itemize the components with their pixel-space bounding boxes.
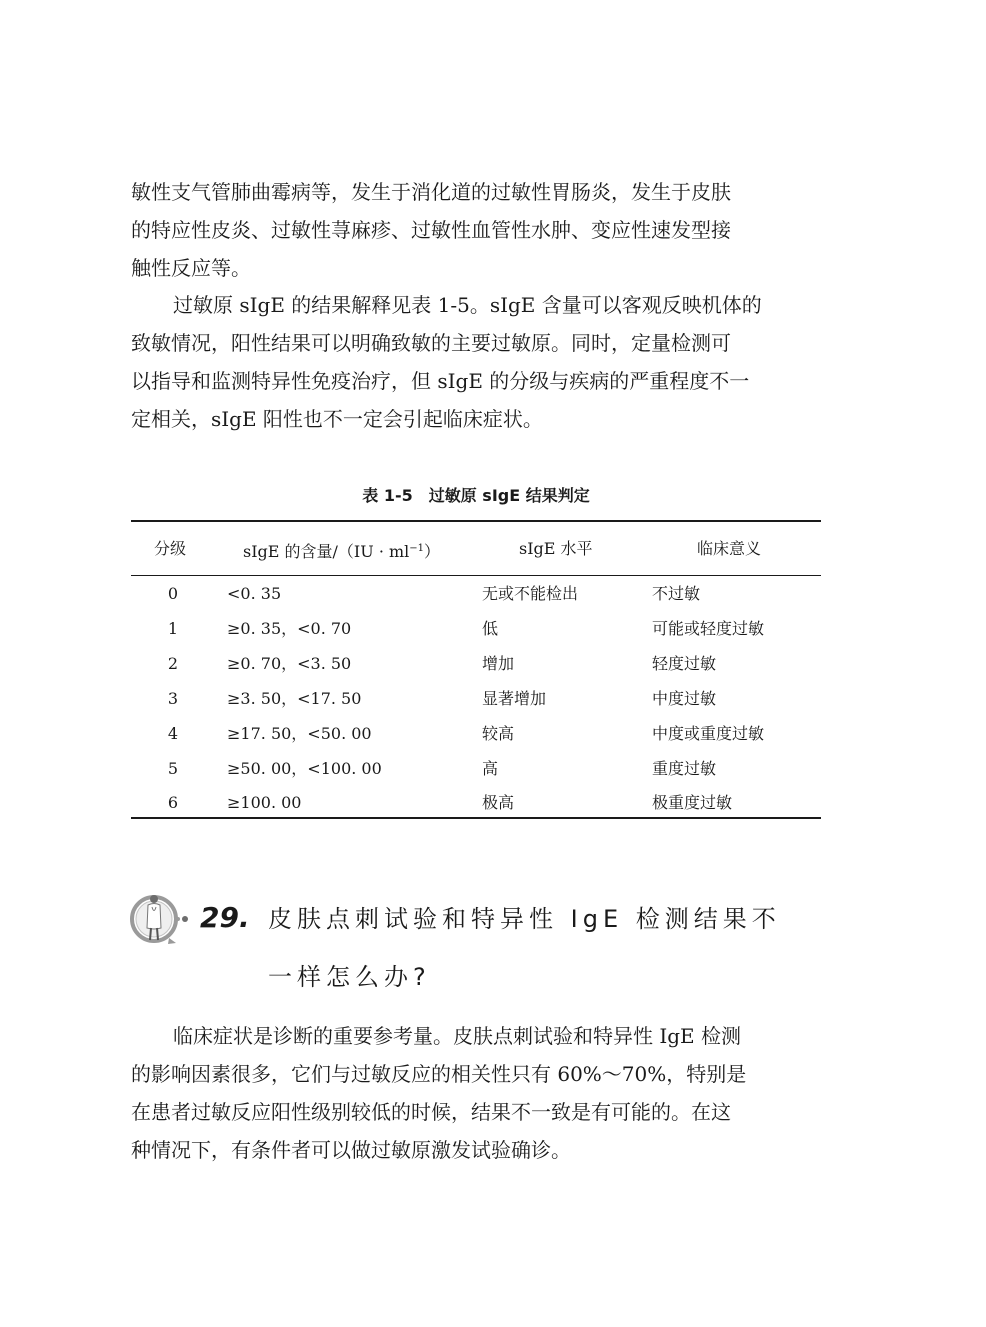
cell-content: <0. 35	[227, 584, 282, 603]
doctor-badge-icon	[129, 888, 191, 948]
header-meaning: 临床意义	[697, 539, 762, 558]
cell-content: ≥50. 00，<100. 00	[227, 759, 382, 778]
text-line: 以指导和监测特异性免疫治疗，但 sIgE 的分级与疾病的严重程度不一	[131, 369, 750, 393]
cell-content: ≥0. 70，<3. 50	[227, 654, 352, 673]
cell-grade: 0	[167, 584, 179, 603]
cell-level: 高	[482, 759, 499, 778]
table-caption: 表 1-5 过敏原 sIgE 结果判定	[362, 486, 590, 505]
paragraph-sige-interpretation	[131, 286, 821, 438]
header-content-label: sIgE 的含量/（IU · ml	[243, 542, 410, 561]
cell-level: 无或不能检出	[482, 584, 579, 603]
cell-level: 显著增加	[482, 689, 547, 708]
text-line: 敏性支气管肺曲霉病等，发生于消化道的过敏性胃肠炎，发生于皮肤	[131, 180, 731, 204]
cell-content: ≥0. 35，<0. 70	[227, 619, 352, 638]
section-title-line2: 一样怎么办?	[268, 963, 431, 991]
table-header-rule	[131, 575, 821, 576]
paragraph-answer	[131, 1017, 821, 1169]
text-line: 的影响因素很多，它们与过敏反应的相关性只有 60%～70%，特别是	[131, 1062, 747, 1086]
cell-content: ≥17. 50，<50. 00	[227, 724, 372, 743]
cell-meaning: 极重度过敏	[652, 793, 733, 812]
cell-content: ≥3. 50，<17. 50	[227, 689, 362, 708]
header-content	[243, 539, 440, 562]
cell-grade: 2	[167, 654, 179, 673]
cell-level: 增加	[482, 654, 515, 673]
text-line: 种情况下，有条件者可以做过敏原激发试验确诊。	[131, 1138, 571, 1162]
cell-grade: 4	[167, 724, 179, 743]
text-line: 过敏原 sIgE 的结果解释见表 1-5。sIgE 含量可以客观反映机体的	[173, 293, 762, 317]
cell-grade: 1	[167, 619, 179, 638]
paragraph-allergy-types	[131, 173, 821, 287]
text-line: 触性反应等。	[131, 256, 251, 280]
cell-meaning: 不过敏	[652, 584, 701, 603]
cell-level: 极高	[482, 793, 515, 812]
cell-meaning: 中度或重度过敏	[652, 724, 765, 743]
table-bottom-rule	[131, 817, 821, 819]
header-content-exponent: −1	[409, 543, 425, 554]
section-title-line1: 皮肤点刺试验和特异性 IgE 检测结果不	[268, 905, 781, 933]
text-line: 临床症状是诊断的重要参考量。皮肤点刺试验和特异性 IgE 检测	[173, 1024, 742, 1048]
cell-grade: 5	[167, 759, 179, 778]
cell-meaning: 重度过敏	[652, 759, 717, 778]
text-line: 在患者过敏反应阳性级别较低的时候，结果不一致是有可能的。在这	[131, 1100, 731, 1124]
cell-level: 较高	[482, 724, 515, 743]
cell-meaning: 轻度过敏	[652, 654, 717, 673]
cell-level: 低	[482, 619, 499, 638]
table-top-rule	[131, 520, 821, 522]
text-line: 的特应性皮炎、过敏性荨麻疹、过敏性血管性水肿、变应性速发型接	[131, 218, 731, 242]
cell-meaning: 中度过敏	[652, 689, 717, 708]
cell-meaning: 可能或轻度过敏	[652, 619, 765, 638]
header-content-close: ）	[424, 542, 441, 561]
header-grade: 分级	[154, 539, 187, 558]
text-line: 致敏情况，阳性结果可以明确致敏的主要过敏原。同时，定量检测可	[131, 331, 731, 355]
cell-grade: 3	[167, 689, 179, 708]
header-level: sIgE 水平	[519, 539, 593, 558]
section-number: 29.	[200, 901, 250, 934]
cell-content: ≥100. 00	[227, 793, 302, 812]
cell-grade: 6	[167, 793, 179, 812]
text-line: 定相关，sIgE 阳性也不一定会引起临床症状。	[131, 407, 543, 431]
